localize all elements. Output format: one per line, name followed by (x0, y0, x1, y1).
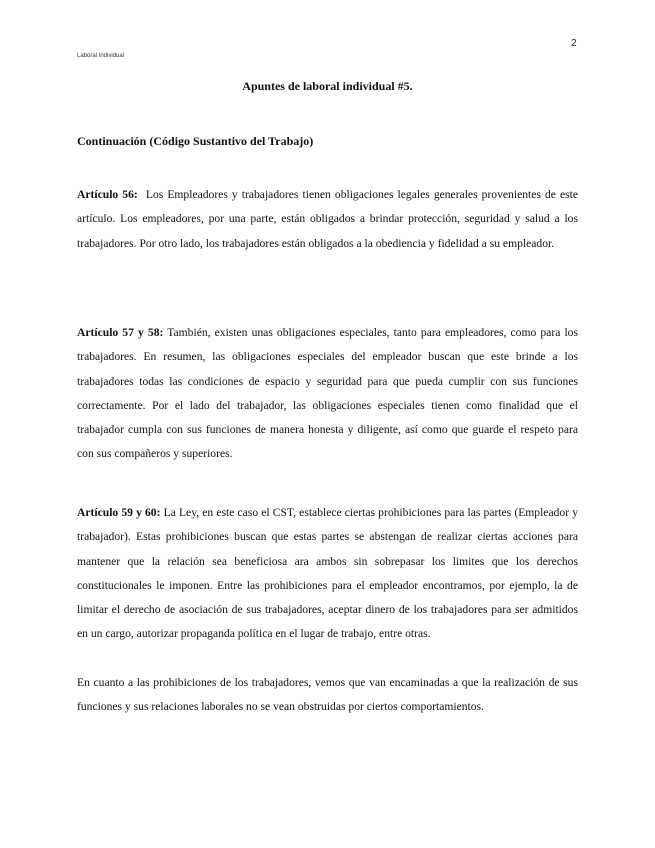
article-56-paragraph (77, 183, 578, 256)
article-56-label: Artículo 56: (77, 188, 138, 201)
closing-paragraph: En cuanto a las prohibiciones de los trabajadores, vemos que van encaminadas a que la realización de sus funciones y sus relaciones laborales no se vean obstruidas por ciertos comportamientos. (77, 676, 578, 714)
article-59-60-label: Artículo 59 y 60: (77, 506, 161, 519)
article-57-58-label: Artículo 57 y 58: (77, 326, 164, 339)
page-number: 2 (571, 38, 577, 49)
article-59-60-text: La Ley, en este caso el CST, establece ciertas prohibiciones para las partes (Empleador y trabajador). Estas prohibiciones buscan que estas partes se abstengan de realizar ciertas acciones para mantener que la relación sea beneficiosa ara ambos sin sobrepasar los limites que los derechos constitucionales le imponen. Entre las prohibiciones para el empleador encontramos, por ejemplo, la de limitar el derecho de asociación de sus trabajadores, aceptar dinero de los trabajadores para ser admitidos en un cargo, autorizar propaganda política en el lugar de trabajo, entre otras. (77, 506, 578, 641)
document-title: Apuntes de laboral individual #5. (242, 79, 413, 93)
article-59-60-paragraph (77, 501, 578, 647)
article-57-58-text: También, existen unas obligaciones especiales, tanto para empleadores, como para los trabajadores. En resumen, las obligaciones especiales del empleador buscan que este brinde a los trabajadores todas las condiciones de espacio y seguridad para que pueda cumplir con sus funciones correctamente. Por el lado del trabajador, las obligaciones especiales tienen como finalidad que el trabajador cumpla con sus funciones de manera honesta y diligente, así como que guarde el respeto para con sus compañeros y superiores. (77, 326, 578, 461)
article-56-text: Los Empleadores y trabajadores tienen obligaciones legales generales provenientes de este artículo. Los empleadores, por una parte, están obligados a brindar protección, seguridad y salud a los trabajadores. Por otro lado, los trabajadores están obligados a la obediencia y fidelidad a su empleador. (77, 188, 578, 250)
section-heading: Continuación (Código Sustantivo del Trabajo) (77, 134, 314, 148)
article-57-58-paragraph (77, 321, 578, 467)
running-header: Laboral Individual (77, 53, 125, 59)
